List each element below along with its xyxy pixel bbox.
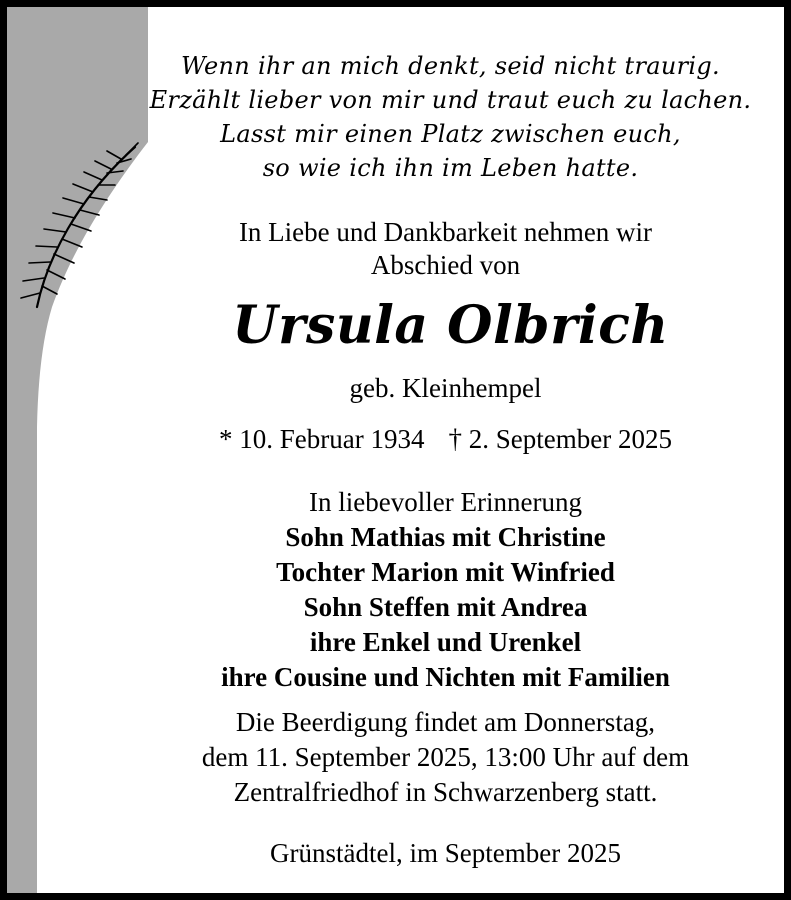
poem-line-4: so wie ich ihn im Leben hatte. [262,154,639,182]
intro-line-1: In Liebe und Dankbarkeit nehmen wir [238,217,653,247]
poem-line-1: Wenn ihr an mich denkt, seid nicht traurig. [181,52,720,80]
mourner-line: Sohn Mathias mit Christine [285,522,606,552]
intro-line-2: Abschied von [370,250,521,280]
mourner-line: Sohn Steffen mit Andrea [303,592,588,622]
deceased-name: Ursula Olbrich [232,295,669,356]
mourner-line: Tochter Marion mit Winfried [276,557,615,587]
maiden-name: geb. Kleinhempel [349,373,542,403]
funeral-line-2: dem 11. September 2025, 13:00 Uhr auf dem [201,742,690,772]
funeral-line-1: Die Beerdigung findet am Donnerstag, [235,707,656,737]
life-dates [107,424,784,455]
birth-date: * 10. Februar 1934 [219,424,425,454]
mourner-line: ihre Cousine und Nichten mit Familien [221,662,670,692]
mourner-line: ihre Enkel und Urenkel [309,627,582,657]
death-date: † 2. September 2025 [448,424,672,454]
funeral-line-3: Zentralfriedhof in Schwarzenberg statt. [233,777,658,807]
poem-line-3: Lasst mir einen Platz zwischen euch, [220,120,681,148]
place-date: Grünstädtel, im September 2025 [270,838,621,868]
mourners-heading: In liebevoller Erinnerung [309,487,582,517]
poem-line-2: Erzählt lieber von mir und traut euch zu lachen. [149,86,752,114]
